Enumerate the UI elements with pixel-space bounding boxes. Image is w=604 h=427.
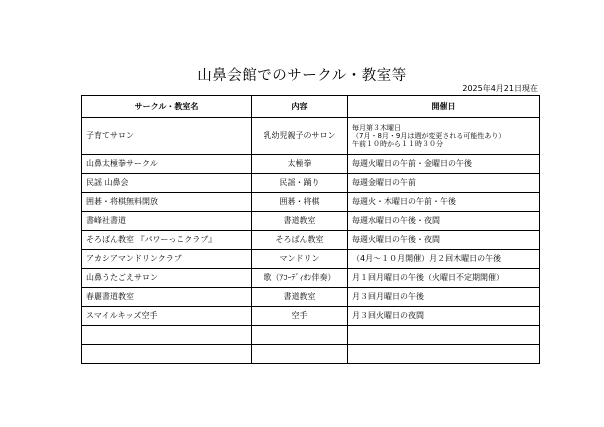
circle-schedule: 毎週水曜日の午後・夜間 xyxy=(348,212,540,231)
schedule-note: （7月・8月・9月は週が変更される可能性あり） xyxy=(352,131,506,140)
table-row xyxy=(82,288,540,307)
column-header-schedule: 開催日 xyxy=(348,96,540,118)
empty-cell xyxy=(348,326,540,345)
table-header-row xyxy=(82,96,540,118)
table-row xyxy=(82,212,540,231)
table-row xyxy=(82,174,540,193)
circle-content: 太極拳 xyxy=(252,155,348,174)
circle-content: そろばん教室 xyxy=(252,231,348,250)
circle-content: マンドリン xyxy=(252,250,348,269)
circle-name: アカシアマンドリンクラブ xyxy=(82,250,252,269)
as-of-date: 2025年4月21日現在 xyxy=(462,84,538,93)
circle-schedule: 毎週火・木曜日の午前・午後 xyxy=(348,193,540,212)
table-row xyxy=(82,307,540,326)
circle-schedule: 月１回月曜日の午後（火曜日不定期開催） xyxy=(348,269,540,288)
empty-cell xyxy=(252,345,348,364)
empty-cell xyxy=(82,326,252,345)
circle-name: 囲碁・将棋無料開放 xyxy=(82,193,252,212)
circle-schedule: 毎週火曜日の午前・金曜日の午後 xyxy=(348,155,540,174)
circle-name: 山鼻太極拳サークル xyxy=(82,155,252,174)
circle-content: 空手 xyxy=(252,307,348,326)
circle-schedule-table xyxy=(81,95,540,364)
empty-cell xyxy=(82,345,252,364)
circle-name: 山鼻うたごえサロン xyxy=(82,269,252,288)
circle-schedule: 毎週金曜日の午前 xyxy=(348,174,540,193)
circle-content: 乳幼児親子のサロン xyxy=(252,118,348,155)
table-row xyxy=(82,118,540,155)
circle-schedule: 月３回月曜日の午後 xyxy=(348,288,540,307)
circle-name: そろばん教室 『パワーっこクラブ』 xyxy=(82,231,252,250)
circle-content: 囲碁・将棋 xyxy=(252,193,348,212)
table-row xyxy=(82,231,540,250)
table-row xyxy=(82,269,540,288)
schedule-line: 午前１０時から１１時３０分 xyxy=(352,140,443,149)
circle-name: 春麗書道教室 xyxy=(82,288,252,307)
circle-name: 子育てサロン xyxy=(82,118,252,155)
circle-schedule: （4月～１０月開催）月２回木曜日の午後 xyxy=(348,250,540,269)
table-row xyxy=(82,193,540,212)
circle-schedule xyxy=(348,118,540,155)
column-header-content: 内容 xyxy=(252,96,348,118)
circle-content: 書道教室 xyxy=(252,212,348,231)
circle-schedule: 毎週火曜日の午後・夜間 xyxy=(348,231,540,250)
circle-content: 歌（ｱｺｰﾃﾞｨｵﾝ伴奏） xyxy=(252,269,348,288)
circle-name: 民謡 山鼻会 xyxy=(82,174,252,193)
circle-name: スマイルキッズ空手 xyxy=(82,307,252,326)
circle-content: 民謡・踊り xyxy=(252,174,348,193)
empty-row xyxy=(82,326,540,345)
circle-schedule: 月３回火曜日の夜間 xyxy=(348,307,540,326)
circle-content: 書道教室 xyxy=(252,288,348,307)
empty-row xyxy=(82,345,540,364)
column-header-name: サークル・教室名 xyxy=(82,96,252,118)
table-row xyxy=(82,250,540,269)
empty-cell xyxy=(348,345,540,364)
circle-name: 書峰社書道 xyxy=(82,212,252,231)
page-title: 山鼻会館でのサークル・教室等 xyxy=(197,68,407,84)
schedule-line: 毎月第３木曜日 xyxy=(352,123,401,132)
table-row xyxy=(82,155,540,174)
empty-cell xyxy=(252,326,348,345)
